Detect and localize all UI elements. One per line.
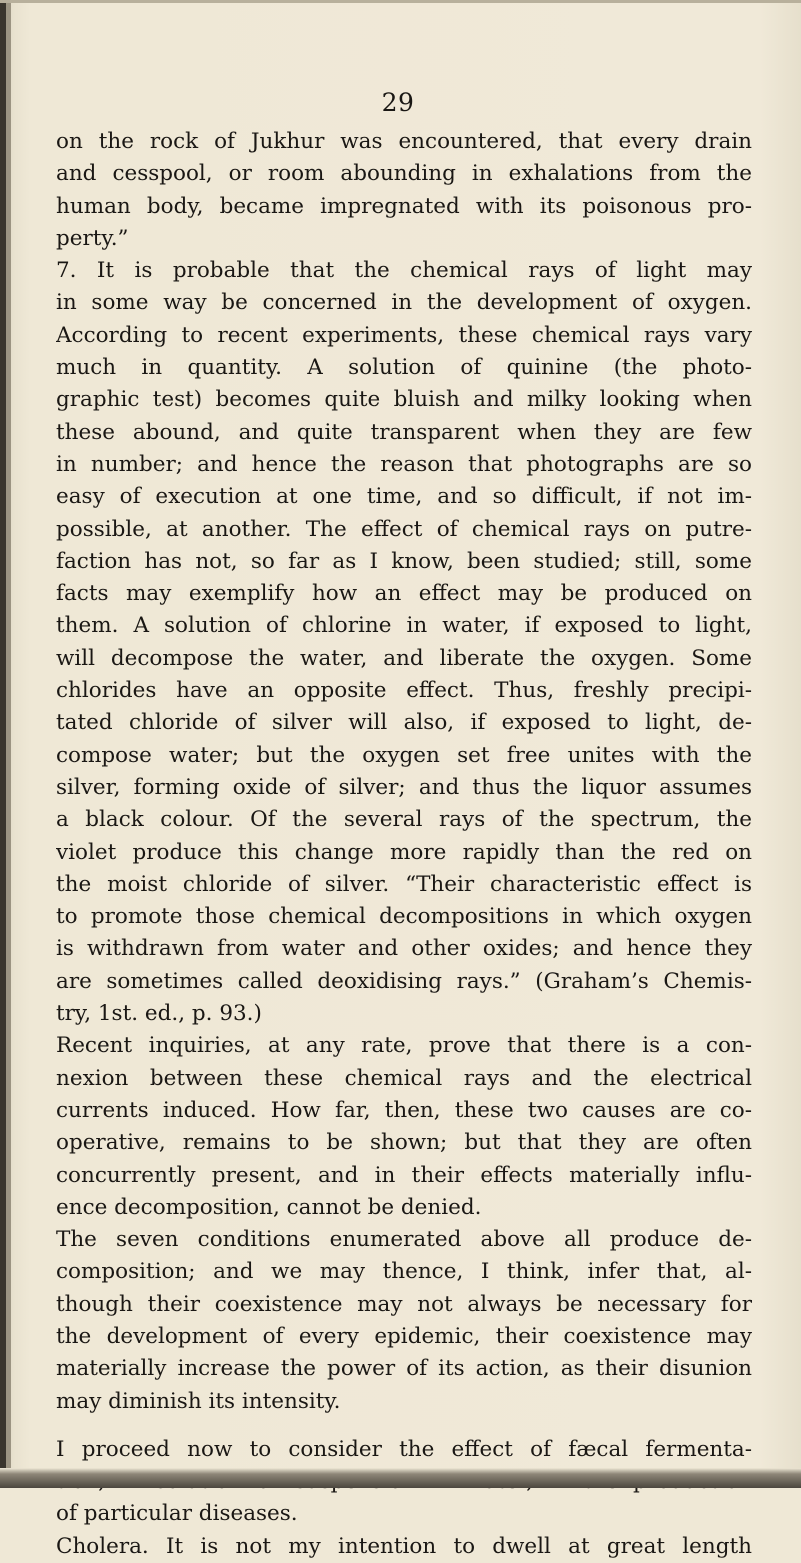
text-line: are sometimes called deoxidising rays.” (Graham’s Chemis- bbox=[56, 968, 752, 994]
text-line: operative, remains to be shown; but that they are often bbox=[56, 1130, 752, 1156]
text-line: in some way be concerned in the development of oxygen. bbox=[56, 290, 752, 316]
text-line: try, 1st. ed., p. 93.) bbox=[56, 1001, 262, 1027]
text-line: violet produce this change more rapidly than the red on bbox=[56, 839, 752, 865]
text-line: of particular diseases. bbox=[56, 1501, 298, 1527]
text-line: nexion between these chemical rays and the electrical bbox=[56, 1065, 752, 1091]
text-line: the moist chloride of silver. “Their characteristic effect is bbox=[56, 871, 752, 897]
text-line: The seven conditions enumerated above all produce de- bbox=[56, 1227, 752, 1253]
text-line: is withdrawn from water and other oxides; and hence they bbox=[56, 936, 752, 962]
text-line: on the rock of Jukhur was encountered, that every drain bbox=[56, 129, 752, 154]
text-line: faction has not, so far as I know, been studied; still, some bbox=[56, 548, 752, 574]
text-line: graphic test) becomes quite bluish and milky looking when bbox=[56, 387, 752, 413]
text-line: easy of execution at one time, and so difficult, if not im- bbox=[56, 484, 752, 510]
text-line: possible, at another. The effect of chemical rays on putre- bbox=[56, 516, 752, 542]
text-line: Cholera. It is not my intention to dwell at great length bbox=[56, 1533, 752, 1559]
text-line: in number; and hence the reason that photographs are so bbox=[56, 451, 752, 477]
text-line: these abound, and quite transparent when they are few bbox=[56, 419, 752, 445]
text-line: 7. It is probable that the chemical rays of light may bbox=[56, 258, 752, 284]
paragraph-gap bbox=[56, 1418, 752, 1434]
text-line: and cesspool, or room abounding in exhalations from the bbox=[56, 161, 752, 187]
text-line: a black colour. Of the several rays of the spectrum, the bbox=[56, 807, 752, 833]
text-line: currents induced. How far, then, these two causes are co- bbox=[56, 1097, 752, 1123]
text-line: According to recent experiments, these chemical rays vary bbox=[56, 322, 752, 348]
text-line: perty.” bbox=[56, 225, 129, 251]
text-line: them. A solution of chlorine in water, if exposed to light, bbox=[56, 613, 752, 639]
text-line: will decompose the water, and liberate the oxygen. Some bbox=[56, 645, 752, 671]
text-line: the development of every epidemic, their coexistence may bbox=[56, 1323, 752, 1349]
text-line: human body, became impregnated with its poisonous pro- bbox=[56, 193, 752, 219]
text-line: though their coexistence may not always be necessary for bbox=[56, 1291, 752, 1317]
text-line: tated chloride of silver will also, if exposed to light, de- bbox=[56, 710, 752, 736]
text-line: may diminish its intensity. bbox=[56, 1388, 341, 1414]
page-bottom-edge bbox=[0, 1468, 801, 1488]
text-line: chlorides have an opposite effect. Thus, freshly precipi- bbox=[56, 678, 752, 704]
page-number: 29 bbox=[381, 88, 415, 117]
text-line: concurrently present, and in their effects materially influ- bbox=[56, 1162, 752, 1188]
text-line: to promote those chemical decompositions in which oxygen bbox=[56, 904, 752, 930]
page-binding-shadow bbox=[6, 0, 11, 1488]
text-line: much in quantity. A solution of quinine (the photo- bbox=[56, 355, 752, 381]
text-line: Recent inquiries, at any rate, prove that there is a con- bbox=[56, 1033, 752, 1059]
text-line: composition; and we may thence, I think, infer that, al- bbox=[56, 1259, 752, 1285]
text-line: I proceed now to consider the effect of fæcal fermenta- bbox=[56, 1436, 752, 1462]
body-text bbox=[56, 126, 752, 1563]
text-line: ence decomposition, cannot be denied. bbox=[56, 1194, 482, 1220]
text-line: facts may exemplify how an effect may be produced on bbox=[56, 581, 752, 607]
text-line: materially increase the power of its action, as their disunion bbox=[56, 1356, 752, 1382]
text-line: silver, forming oxide of silver; and thus the liquor assumes bbox=[56, 774, 752, 800]
page-top-edge bbox=[0, 0, 801, 3]
text-line: compose water; but the oxygen set free unites with the bbox=[56, 742, 752, 768]
